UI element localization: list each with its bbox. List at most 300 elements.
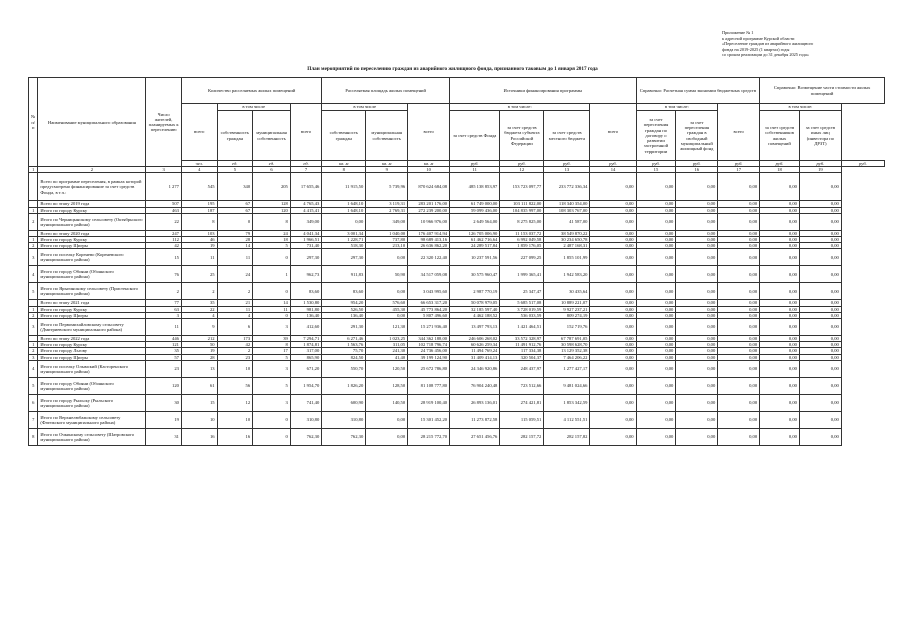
- column-number-cell: 16: [676, 167, 718, 173]
- value-cell: 4: [181, 312, 217, 318]
- value-cell: 550,70: [322, 360, 366, 377]
- value-cell: 8: [253, 213, 291, 230]
- value-cell: 5 807 496,60: [408, 312, 450, 318]
- value-cell: 83,60: [322, 283, 366, 300]
- value-cell: 0,00: [799, 243, 841, 249]
- value-cell: 0,00: [676, 394, 718, 411]
- value-cell: 0,00: [590, 377, 636, 394]
- value-cell: 0,00: [718, 283, 760, 300]
- value-cell: 8: [181, 213, 217, 230]
- value-cell: 0,00: [760, 306, 800, 312]
- value-cell: 83,60: [290, 283, 321, 300]
- value-cell: 10 889 221,07: [544, 300, 590, 306]
- value-cell: 317,00: [290, 348, 321, 354]
- value-cell: 0,00: [799, 312, 841, 318]
- value-cell: 737,80: [366, 237, 408, 243]
- row-number: 3: [29, 319, 38, 336]
- value-cell: 8: [253, 342, 291, 348]
- value-cell: 0,00: [590, 319, 636, 336]
- value-cell: 0,00: [636, 336, 676, 342]
- value-cell: 1 874,81: [290, 342, 321, 348]
- value-cell: 0,00: [718, 377, 760, 394]
- value-cell: 120: [253, 207, 291, 213]
- value-cell: 12: [217, 394, 253, 411]
- table-row: [29, 360, 885, 377]
- value-cell: 3 119,31: [366, 201, 408, 207]
- value-cell: 0,00: [718, 213, 760, 230]
- value-cell: 39: [253, 336, 291, 342]
- value-cell: 103: [181, 230, 217, 236]
- value-cell: 11: [217, 249, 253, 266]
- header-group-funding: Источники финансирования программы: [450, 78, 636, 104]
- value-cell: 4 112 551,51: [544, 411, 590, 428]
- row-number: [29, 173, 38, 201]
- value-cell: 0,00: [590, 230, 636, 236]
- value-cell: 187: [181, 207, 217, 213]
- header-group-ref1: Справочно: Расчетная сумма экономии бюджетных средств: [636, 78, 760, 104]
- value-cell: 0: [217, 213, 253, 230]
- value-cell: 600,90: [322, 394, 366, 411]
- value-cell: 0,00: [718, 237, 760, 243]
- value-cell: 11: [253, 306, 291, 312]
- value-cell: 76: [146, 266, 182, 283]
- value-cell: 0,00: [676, 213, 718, 230]
- header-in-that: в том числе:: [450, 104, 590, 111]
- value-cell: 310,80: [290, 411, 321, 428]
- value-cell: 248 437,97: [500, 360, 544, 377]
- row-municipality-name: Итого по городу Обояни (Обоянского муниципального района): [38, 377, 146, 394]
- value-cell: 0,00: [590, 394, 636, 411]
- value-cell: 291,30: [322, 319, 366, 336]
- value-cell: 0,00: [799, 266, 841, 283]
- value-cell: 0,00: [718, 336, 760, 342]
- appendix-note: [722, 30, 882, 58]
- row-municipality-name: Итого по городу Рыльску (Рыльского муниципального района): [38, 394, 146, 411]
- value-cell: 17: [253, 348, 291, 354]
- value-cell: 103 111 822,00: [500, 201, 544, 207]
- value-cell: 11 153 037,72: [500, 230, 544, 236]
- value-cell: 297,30: [322, 249, 366, 266]
- value-cell: 0,00: [799, 283, 841, 300]
- value-cell: 0,00: [636, 173, 676, 201]
- value-cell: 0,00: [636, 283, 676, 300]
- row-municipality-name: Итого по городу Льгову: [38, 348, 146, 354]
- value-cell: 25 672 786,80: [408, 360, 450, 377]
- value-cell: 311,05: [366, 342, 408, 348]
- value-cell: 60 626 259,34: [450, 342, 500, 348]
- value-cell: 0,00: [799, 360, 841, 377]
- unit-cell: руб.: [590, 161, 636, 167]
- value-cell: 4 765,43: [290, 201, 321, 207]
- header-num: № п/п: [29, 78, 38, 167]
- value-cell: 79: [217, 230, 253, 236]
- value-cell: 412,60: [290, 319, 321, 336]
- value-cell: 0,00: [760, 377, 800, 394]
- appendix-line: со сроком реализации до 31 декабря 2025 года»: [722, 52, 809, 58]
- value-cell: 340: [217, 173, 253, 201]
- value-cell: 297,30: [290, 249, 321, 266]
- value-cell: 173: [217, 336, 253, 342]
- value-cell: 2: [181, 283, 217, 300]
- value-cell: 0,00: [636, 377, 676, 394]
- value-cell: 0,00: [676, 300, 718, 306]
- row-number: 1: [29, 237, 38, 243]
- table-header: [29, 78, 885, 173]
- value-cell: 27 651 456,76: [450, 428, 500, 445]
- value-cell: 0,00: [636, 411, 676, 428]
- value-cell: 10 966 976,00: [408, 213, 450, 230]
- header-total: всего: [590, 104, 636, 161]
- value-cell: 962,73: [290, 266, 321, 283]
- value-cell: 0,00: [799, 230, 841, 236]
- value-cell: 0,00: [366, 312, 408, 318]
- unit-cell: кв. м: [366, 161, 408, 167]
- row-municipality-name: Итого по Ярыгинскому сельсовету (Пристенского муниципального района): [38, 283, 146, 300]
- value-cell: 0,00: [676, 336, 718, 342]
- value-cell: 2 987 770,19: [450, 283, 500, 300]
- value-cell: 1 277: [146, 173, 182, 201]
- header-residents: Число жителей, планируемых к переселению: [146, 78, 182, 167]
- value-cell: 136,40: [322, 312, 366, 318]
- value-cell: 0,00: [590, 312, 636, 318]
- value-cell: 0,00: [760, 213, 800, 230]
- table-row: [29, 173, 885, 201]
- table-row: [29, 249, 885, 266]
- row-number: 7: [29, 411, 38, 428]
- value-cell: 0,00: [636, 312, 676, 318]
- value-cell: 723 512,66: [500, 377, 544, 394]
- value-cell: 0,00: [799, 173, 841, 201]
- value-cell: 1 421 464,51: [500, 319, 544, 336]
- value-cell: 128,50: [366, 377, 408, 394]
- value-cell: 140,50: [366, 394, 408, 411]
- row-municipality-name: Всего по этапу 2022 года: [38, 336, 146, 342]
- column-number-cell: 3: [146, 167, 182, 173]
- value-cell: 0,00: [799, 249, 841, 266]
- value-cell: 9 481 024,66: [544, 377, 590, 394]
- value-cell: 3: [253, 319, 291, 336]
- table-body: [29, 173, 885, 445]
- value-cell: 30 234 650,78: [544, 237, 590, 243]
- value-cell: 0,00: [590, 428, 636, 445]
- value-cell: 21: [217, 300, 253, 306]
- unit-cell: руб.: [636, 161, 676, 167]
- unit-cell: ед.: [217, 161, 253, 167]
- appendix-line: к адресной программе Курской области: [722, 35, 795, 41]
- value-cell: 1 228,71: [322, 237, 366, 243]
- value-cell: 0,00: [799, 336, 841, 342]
- value-cell: 0,00: [590, 173, 636, 201]
- value-cell: 0,00: [590, 237, 636, 243]
- value-cell: 42: [217, 342, 253, 348]
- table-row: [29, 394, 885, 411]
- header-group-area: Расселяемая площадь жилых помещений: [322, 78, 450, 104]
- value-cell: 22: [146, 213, 182, 230]
- row-number: 8: [29, 428, 38, 445]
- row-number: 5: [29, 377, 38, 394]
- value-cell: 4 415,41: [290, 207, 321, 213]
- row-municipality-name: Итого по городу Курску: [38, 342, 146, 348]
- value-cell: 10: [217, 411, 253, 428]
- value-cell: 77: [146, 300, 182, 306]
- row-municipality-name: Всего по программе переселения, в рамках которой предусмотрено финансирование за счет средств Фонда, в т.ч.:: [38, 173, 146, 201]
- value-cell: 205: [253, 173, 291, 201]
- value-cell: 102 718 796,74: [408, 342, 450, 348]
- column-number-cell: 4: [181, 167, 217, 173]
- row-municipality-name: Всего по этапу 2021 года: [38, 300, 146, 306]
- column-number-cell: 15: [636, 167, 676, 173]
- column-number-cell: 6: [253, 167, 291, 173]
- value-cell: 0: [253, 283, 291, 300]
- value-cell: 112: [146, 237, 182, 243]
- value-cell: 2 487 168,31: [544, 243, 590, 249]
- column-number-cell: 7: [290, 167, 321, 173]
- header-in-that: в том числе: [217, 104, 290, 111]
- unit-cell: ед.: [253, 161, 291, 167]
- value-cell: 9: [181, 319, 217, 336]
- value-cell: 0,00: [718, 394, 760, 411]
- appendix-line: фонда на 2019-2025 (1 квартал) годы: [722, 46, 790, 52]
- value-cell: 195: [181, 201, 217, 207]
- value-cell: 247: [146, 230, 182, 236]
- value-cell: 0,00: [590, 201, 636, 207]
- value-cell: 24 289 517,84: [450, 243, 500, 249]
- value-cell: 31: [146, 428, 182, 445]
- row-municipality-name: Итого по Очкинскому сельсовету (Шатровского муниципального района): [38, 428, 146, 445]
- value-cell: 0,00: [636, 428, 676, 445]
- column-number-cell: 8: [322, 167, 366, 173]
- value-cell: 11: [181, 249, 217, 266]
- value-cell: 282 157,82: [544, 428, 590, 445]
- row-number: 1: [29, 306, 38, 312]
- value-cell: 0,00: [760, 360, 800, 377]
- header-mun: муниципальная собственность: [366, 111, 408, 161]
- table-container: [28, 77, 885, 632]
- value-cell: 28: [181, 354, 217, 360]
- value-cell: 8 275 825,00: [500, 213, 544, 230]
- value-cell: 241,30: [366, 348, 408, 354]
- value-cell: 0,00: [676, 428, 718, 445]
- value-cell: 0,00: [636, 300, 676, 306]
- resettlement-plan-table: [28, 77, 885, 446]
- value-cell: 120,50: [366, 360, 408, 377]
- value-cell: 349,00: [290, 213, 321, 230]
- value-cell: 19: [181, 348, 217, 354]
- value-cell: 0,00: [718, 306, 760, 312]
- header-total: всего: [718, 104, 760, 161]
- value-cell: 0,00: [636, 394, 676, 411]
- value-cell: 0,00: [636, 237, 676, 243]
- value-cell: 5 739,96: [366, 173, 408, 201]
- document-title: План мероприятий по переселению граждан из аварийного жилищного фонда, признанного таковым до 1 января 2017 года: [307, 66, 598, 72]
- value-cell: 75,70: [322, 348, 366, 354]
- value-cell: 0,00: [718, 266, 760, 283]
- unit-cell: руб.: [760, 161, 800, 167]
- row-municipality-name: Итого по поселку Олымский (Касторенского муниципального района): [38, 360, 146, 377]
- value-cell: 61: [181, 377, 217, 394]
- value-cell: 108 303 767,00: [544, 207, 590, 213]
- row-number: 4: [29, 360, 38, 377]
- value-cell: 32 185 597,40: [450, 306, 500, 312]
- header-in-that: в том числе:: [760, 104, 842, 111]
- header-own: собственность граждан: [217, 111, 253, 161]
- value-cell: 19: [181, 243, 217, 249]
- value-cell: 118 340 354,00: [544, 201, 590, 207]
- row-municipality-name: Итого по городу Щигры: [38, 354, 146, 360]
- unit-cell: ед.: [290, 161, 321, 167]
- value-cell: 0,00: [799, 377, 841, 394]
- value-cell: 66 653 317,20: [408, 300, 450, 306]
- value-cell: 0,00: [366, 411, 408, 428]
- value-cell: 0,00: [676, 230, 718, 236]
- table-row: [29, 213, 885, 230]
- row-municipality-name: Итого по городу Курску: [38, 306, 146, 312]
- value-cell: 0,00: [718, 312, 760, 318]
- value-cell: 762,30: [290, 428, 321, 445]
- value-cell: 272 239 200,00: [408, 207, 450, 213]
- value-cell: 50 078 979,05: [450, 300, 500, 306]
- value-cell: 671,20: [290, 360, 321, 377]
- value-cell: 1 855 101,99: [544, 249, 590, 266]
- unit-cell: кв. м: [408, 161, 450, 167]
- value-cell: 13 129 352,38: [544, 348, 590, 354]
- value-cell: 0,00: [760, 266, 800, 283]
- value-cell: 1 530,80: [290, 300, 321, 306]
- value-cell: 6 271,46: [322, 336, 366, 342]
- value-cell: 0,00: [590, 411, 636, 428]
- value-cell: 0,00: [799, 207, 841, 213]
- value-cell: 1 942 583,20: [544, 266, 590, 283]
- value-cell: 26 636 862,20: [408, 243, 450, 249]
- value-cell: 9 927 237,21: [544, 306, 590, 312]
- value-cell: 22 320 122,40: [408, 249, 450, 266]
- table-row: [29, 266, 885, 283]
- value-cell: 13 497 793,13: [450, 319, 500, 336]
- value-cell: 117 334,38: [500, 348, 544, 354]
- value-cell: 35: [181, 300, 217, 306]
- value-cell: 485 138 853,97: [450, 173, 500, 201]
- row-number: 3: [29, 354, 38, 360]
- value-cell: 0,00: [760, 411, 800, 428]
- value-cell: 15 301 452,20: [408, 411, 450, 428]
- value-cell: 57: [146, 354, 182, 360]
- value-cell: 0,00: [676, 201, 718, 207]
- row-number: 1: [29, 342, 38, 348]
- value-cell: 104 835 997,00: [500, 207, 544, 213]
- value-cell: 136,40: [290, 312, 321, 318]
- value-cell: 545: [181, 173, 217, 201]
- row-municipality-name: Всего по этапу 2020 года: [38, 230, 146, 236]
- value-cell: 0,00: [799, 213, 841, 230]
- value-cell: 4 041,34: [290, 230, 321, 236]
- value-cell: 25 347,47: [500, 283, 544, 300]
- appendix-line: Приложение № 1: [722, 30, 754, 35]
- value-cell: 33 572 328,97: [500, 336, 544, 342]
- column-number-cell: 13: [544, 167, 590, 173]
- value-cell: 126 705 006,90: [450, 230, 500, 236]
- value-cell: 14: [217, 243, 253, 249]
- row-municipality-name: Итого по поселку Коренево (Кореневского муниципального района): [38, 249, 146, 266]
- row-municipality-name: Итого по городу Курску: [38, 237, 146, 243]
- value-cell: 1 648,10: [322, 201, 366, 207]
- value-cell: 0,00: [590, 300, 636, 306]
- value-cell: 81 108 777,80: [408, 377, 450, 394]
- column-number-cell: 17: [718, 167, 760, 173]
- table-row: [29, 411, 885, 428]
- row-municipality-name: Итого по Верхнелюбажскому сельсовету (Фатежского муниципального района): [38, 411, 146, 428]
- value-cell: 0,00: [760, 300, 800, 306]
- value-cell: 0,00: [636, 348, 676, 354]
- value-cell: 0,00: [760, 312, 800, 318]
- value-cell: 0,00: [760, 237, 800, 243]
- value-cell: 0,00: [636, 342, 676, 348]
- column-number-cell: 1: [29, 167, 38, 173]
- header-name: Наименование муниципального образования: [38, 78, 146, 167]
- value-cell: 0: [253, 428, 291, 445]
- value-cell: 42: [146, 243, 182, 249]
- value-cell: 227 099,25: [500, 249, 544, 266]
- value-cell: 0,00: [676, 411, 718, 428]
- value-cell: 0,00: [799, 306, 841, 312]
- value-cell: 246 606 268,02: [450, 336, 500, 342]
- value-cell: 0,00: [799, 428, 841, 445]
- header-fund: за счет средств Фонда: [450, 111, 500, 161]
- value-cell: 11: [146, 319, 182, 336]
- value-cell: 0,00: [718, 201, 760, 207]
- value-cell: 526,50: [322, 306, 366, 312]
- value-cell: 128: [253, 201, 291, 207]
- value-cell: 911,83: [322, 266, 366, 283]
- value-cell: 981,80: [290, 306, 321, 312]
- value-cell: 0,00: [636, 207, 676, 213]
- value-cell: 0,00: [590, 336, 636, 342]
- value-cell: 0,00: [799, 201, 841, 207]
- value-cell: 0,00: [799, 319, 841, 336]
- row-municipality-name: Итого по городу Щигры: [38, 243, 146, 249]
- table-row: [29, 319, 885, 336]
- value-cell: 0,00: [590, 348, 636, 354]
- value-cell: 16: [181, 428, 217, 445]
- value-cell: 30: [146, 394, 182, 411]
- value-cell: 67: [217, 207, 253, 213]
- header-local: за счет средств местного бюджета: [544, 111, 590, 161]
- value-cell: 741,40: [290, 394, 321, 411]
- value-cell: 576,60: [366, 300, 408, 306]
- value-cell: 0,00: [718, 173, 760, 201]
- value-cell: 3: [146, 312, 182, 318]
- value-cell: 0,00: [760, 243, 800, 249]
- value-cell: 0,00: [760, 207, 800, 213]
- value-cell: 0,00: [760, 319, 800, 336]
- unit-cell: руб.: [718, 161, 760, 167]
- value-cell: 0,00: [718, 428, 760, 445]
- value-cell: 76 904 240,48: [450, 377, 500, 394]
- value-cell: 0,00: [636, 354, 676, 360]
- value-cell: 45 773 864,20: [408, 306, 450, 312]
- value-cell: 344 362 188,00: [408, 336, 450, 342]
- row-municipality-name: Всего по этапу 2019 года: [38, 201, 146, 207]
- column-number-cell: 10: [408, 167, 450, 173]
- value-cell: 0,00: [636, 360, 676, 377]
- value-cell: 0: [253, 411, 291, 428]
- row-number: 2: [29, 348, 38, 354]
- value-cell: 954,20: [322, 300, 366, 306]
- value-cell: 0,00: [590, 306, 636, 312]
- value-cell: 153 723 097,77: [500, 173, 544, 201]
- header-own: собственность граждан: [322, 111, 366, 161]
- header-reimb-others: за счет средств иных лиц (инвестора по ДРЗТ): [799, 111, 841, 161]
- value-cell: 0,00: [718, 354, 760, 360]
